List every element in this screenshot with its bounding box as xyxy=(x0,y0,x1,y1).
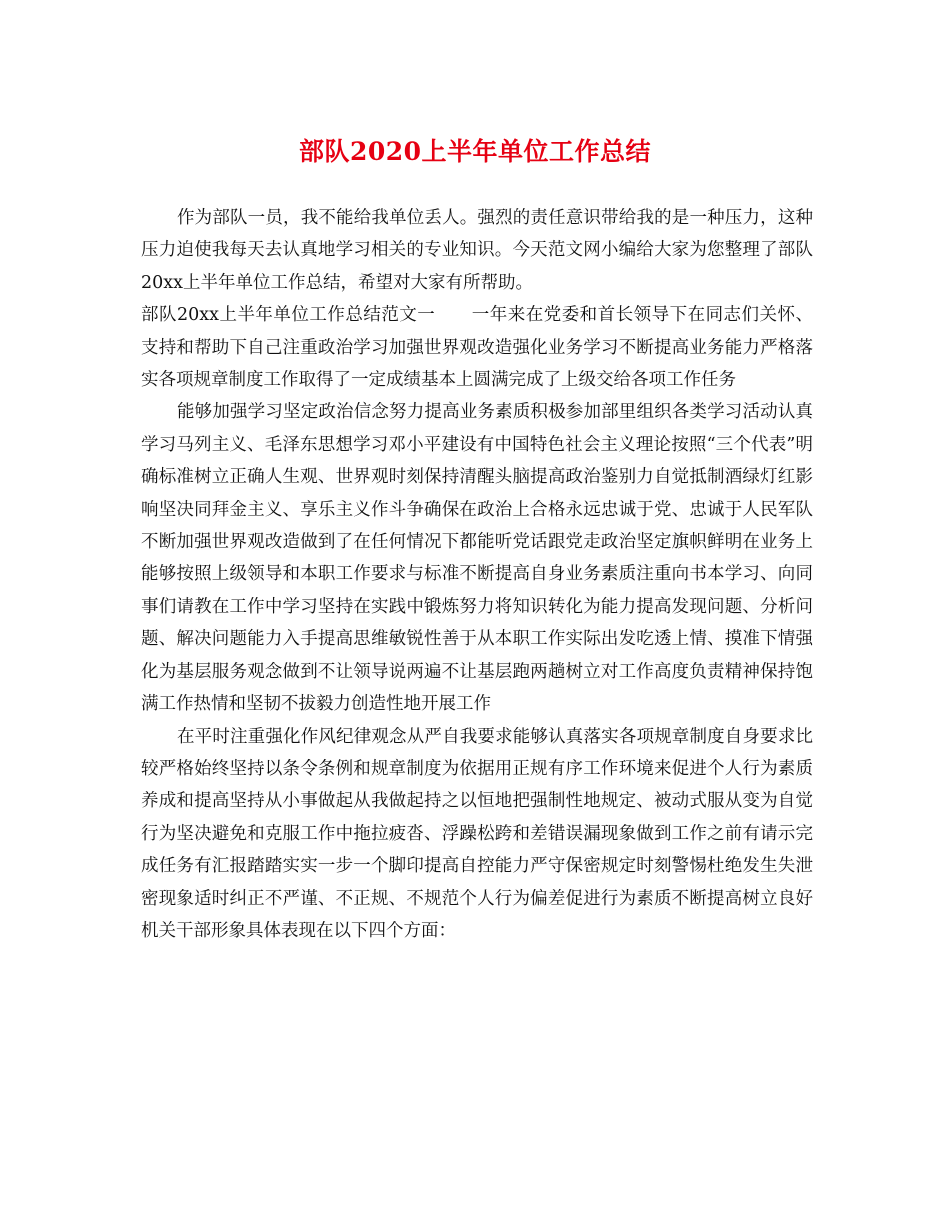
document-title: 部队2020上半年单位工作总结 xyxy=(298,137,652,166)
intro-paragraph: 作为部队一员，我不能给我单位丢人。强烈的责任意识带给我的是一种压力，这种压力迫使我每天去认真地学习相关的专业知识。今天范文网小编给大家为您整理了部队20xx上半年单位工作总结，希望对大家有所帮助。 xyxy=(141,208,813,293)
document-body xyxy=(141,202,813,947)
body-paragraph: 能够加强学习坚定政治信念努力提高业务素质积极参加部里组织各类学习活动认真学习马列主义、毛泽东思想学习邓小平建设有中国特色社会主义理论按照“三个代表”明确标准树立正确人生观、世界观时刻保持清醒头脑提高政治鉴别力自觉抵制酒绿灯红影响坚决同拜金主义、享乐主义作斗争确保在政治上合格永远忠诚于党、忠诚于人民军队不断加强世界观改造做到了在任何情况下都能听党话跟党走政治坚定旗帜鲜明在业务上能够按照上级领导和本职工作要求与标准不断提高自身业务素质注重向书本学习、向同事们请教在工作中学习坚持在实践中锻炼努力将知识转化为能力提高发现问题、分析问题、解决问题能力入手提高思维敏锐性善于从本职工作实际出发吃透上情、摸准下情强化为基层服务观念做到不让领导说两遍不让基层跑两趟树立对工作高度负责精神保持饱满工作热情和坚韧不拔毅力创造性地开展工作 xyxy=(141,402,813,715)
section-paragraph xyxy=(141,299,813,396)
body-paragraph: 在平时注重强化作风纪律观念从严自我要求能够认真落实各项规章制度自身要求比较严格始终坚持以条令条例和规章制度为依据用正规有序工作环境来促进个人行为素质养成和提高坚持从小事做起从我做起持之以恒地把强制性地规定、被动式服从变为自觉行为坚决避免和克服工作中拖拉疲沓、浮躁松跨和差错误漏现象做到工作之前有请示完成任务有汇报踏踏实实一步一个脚印提高自控能力严守保密规定时刻警惕杜绝发生失泄密现象适时纠正不严谨、不正规、不规范个人行为偏差促进行为素质不断提高树立良好机关干部形象具体表现在以下四个方面： xyxy=(141,726,813,941)
section-heading: 部队20xx上半年单位工作总结范文一 xyxy=(141,305,436,326)
section-text: 一年来在党委和首长领导下在同志们关怀、支持和帮助下自己注重政治学习加强世界观改造强化业务学习不断提高业务能力严格落实各项规章制度工作取得了一定成绩基本上圆满完成了上级交给各项工作任务 xyxy=(141,305,813,391)
